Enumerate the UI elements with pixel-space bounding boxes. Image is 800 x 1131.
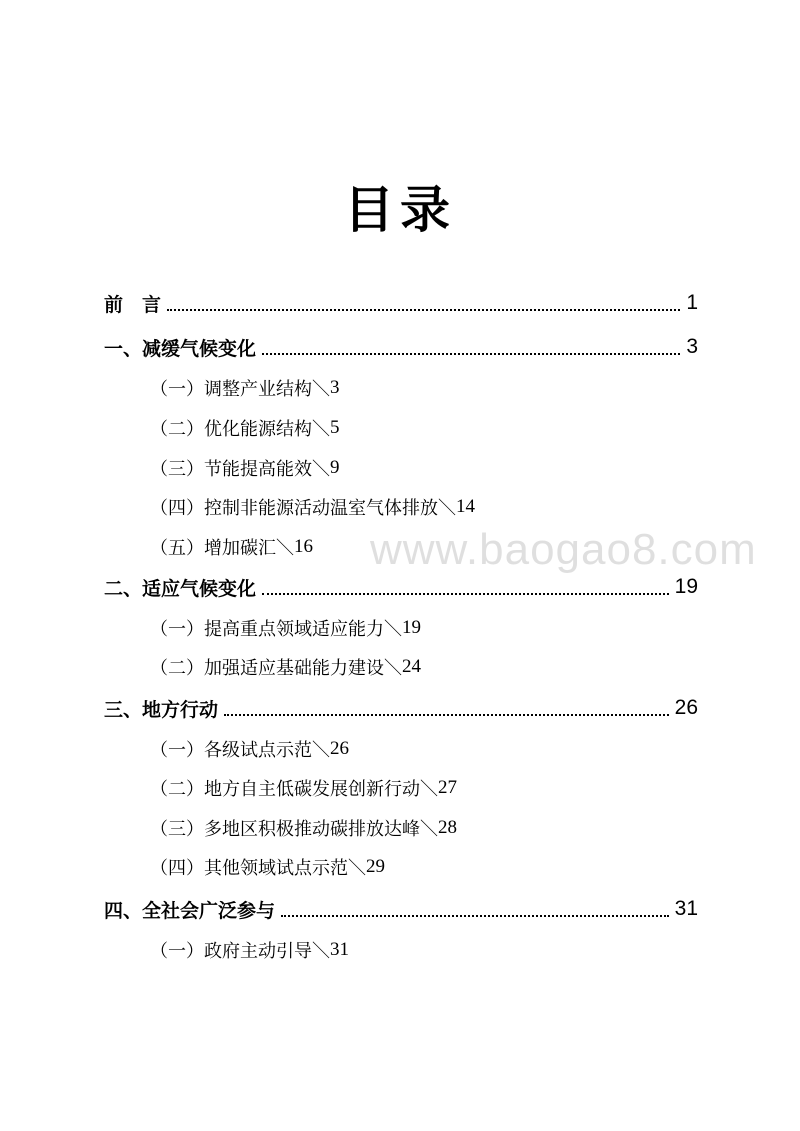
toc-subsection-label: （三）节能提高能效＼ bbox=[150, 459, 330, 480]
toc-subsection-label: （二）优化能源结构＼ bbox=[150, 419, 330, 440]
toc-subsection[interactable] bbox=[150, 450, 340, 486]
toc-subsection[interactable] bbox=[150, 529, 313, 565]
toc-page-number: 24 bbox=[402, 656, 421, 677]
toc-subsection[interactable] bbox=[150, 610, 421, 646]
toc-section-label: 二、适应气候变化 bbox=[104, 577, 257, 600]
toc-page-number: 19 bbox=[674, 575, 698, 598]
toc-subsection[interactable] bbox=[150, 932, 349, 968]
dot-leader bbox=[224, 714, 669, 716]
toc-page-number: 3 bbox=[686, 335, 698, 358]
toc-page-number: 31 bbox=[330, 939, 349, 960]
toc-subsection[interactable] bbox=[150, 849, 385, 885]
dot-leader bbox=[167, 309, 680, 311]
toc-subsection-label: （一）提高重点领域适应能力＼ bbox=[150, 619, 402, 640]
toc-subsection[interactable] bbox=[150, 649, 421, 685]
toc-section-label: 三、地方行动 bbox=[104, 698, 219, 721]
toc-subsection-label: （三）多地区积极推动碳排放达峰＼ bbox=[150, 819, 438, 840]
page-title: 目录 bbox=[344, 181, 456, 239]
toc-page-number: 14 bbox=[456, 496, 475, 517]
toc-entry-label: 前 言 bbox=[104, 293, 162, 316]
toc-subsection-label: （四）其他领域试点示范＼ bbox=[150, 858, 366, 879]
toc-page-number: 19 bbox=[402, 617, 421, 638]
toc-page-number: 26 bbox=[674, 696, 698, 719]
toc-subsection-label: （一）各级试点示范＼ bbox=[150, 740, 330, 761]
toc-subsection[interactable] bbox=[150, 731, 349, 767]
dot-leader bbox=[262, 593, 669, 595]
toc-subsection-label: （二）地方自主低碳发展创新行动＼ bbox=[150, 779, 438, 800]
toc-page-number: 16 bbox=[294, 536, 313, 557]
toc-section-label: 一、减缓气候变化 bbox=[104, 337, 257, 360]
toc-page-number: 31 bbox=[674, 897, 698, 920]
toc-page-number: 29 bbox=[366, 856, 385, 877]
watermark: www.baogao8.com bbox=[370, 525, 757, 574]
toc-section-3[interactable] bbox=[104, 690, 698, 726]
toc-section-4[interactable] bbox=[104, 891, 698, 927]
dot-leader bbox=[281, 915, 669, 917]
toc-subsection[interactable] bbox=[150, 489, 475, 525]
toc-page-number: 1 bbox=[686, 291, 698, 314]
dot-leader bbox=[262, 353, 680, 355]
toc-subsection-label: （四）控制非能源活动温室气体排放＼ bbox=[150, 498, 456, 519]
toc-page-number: 9 bbox=[330, 457, 340, 478]
toc-subsection-label: （一）政府主动引导＼ bbox=[150, 941, 330, 962]
toc-page-number: 5 bbox=[330, 417, 340, 438]
toc-page-number: 28 bbox=[438, 817, 457, 838]
toc-page-number: 27 bbox=[438, 777, 457, 798]
toc-page-number: 26 bbox=[330, 738, 349, 759]
toc-page-number: 3 bbox=[330, 377, 340, 398]
toc-subsection[interactable] bbox=[150, 410, 340, 446]
toc-subsection-label: （一）调整产业结构＼ bbox=[150, 379, 330, 400]
toc-subsection-label: （二）加强适应基础能力建设＼ bbox=[150, 658, 402, 679]
toc-subsection[interactable] bbox=[150, 370, 340, 406]
toc-subsection-label: （五）增加碳汇＼ bbox=[150, 538, 294, 559]
toc-section-2[interactable] bbox=[104, 569, 698, 605]
toc-entry-preface[interactable] bbox=[104, 285, 698, 321]
toc-section-label: 四、全社会广泛参与 bbox=[104, 899, 276, 922]
toc-subsection[interactable] bbox=[150, 810, 457, 846]
toc-subsection[interactable] bbox=[150, 770, 457, 806]
toc-section-1[interactable] bbox=[104, 329, 698, 365]
